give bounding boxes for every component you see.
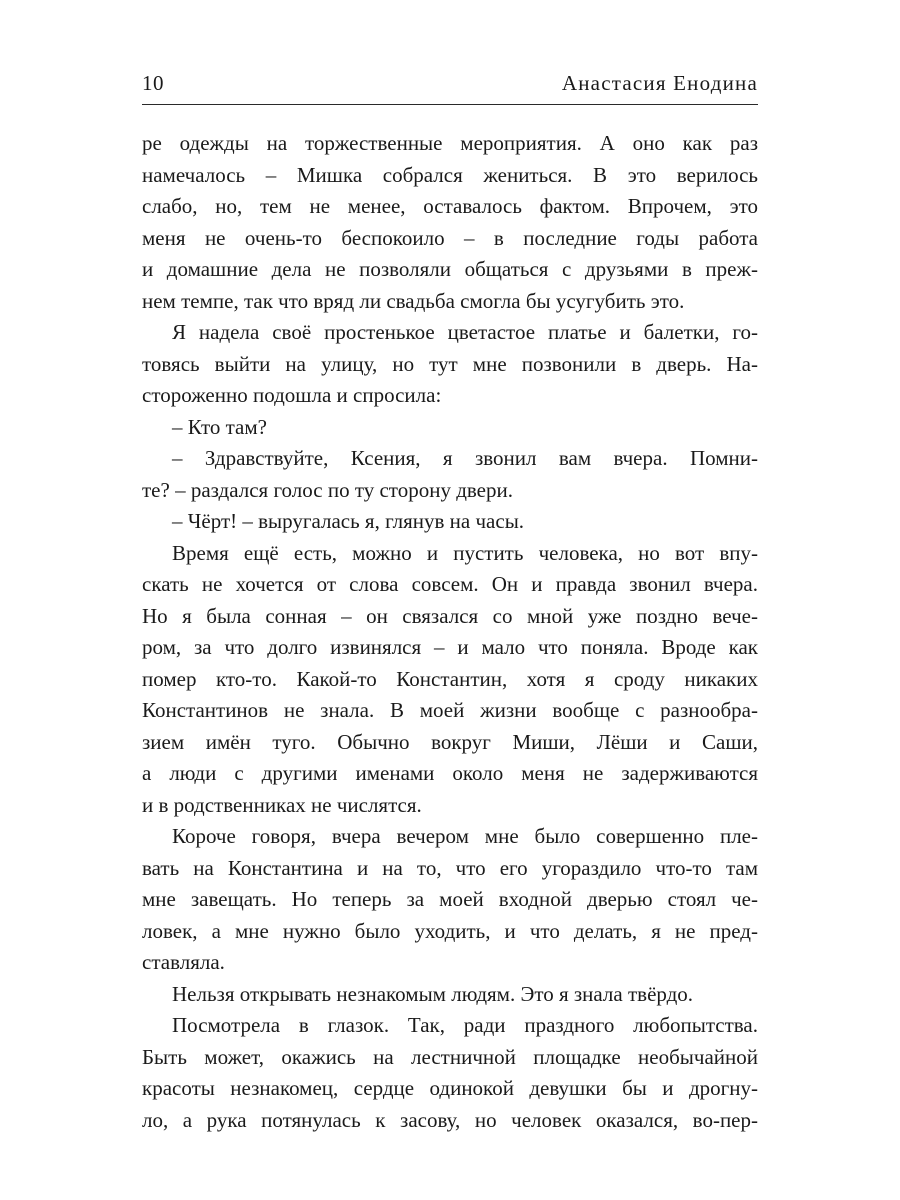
text-line: Быть может, окажись на лестничной площадке необычайной xyxy=(142,1044,758,1069)
page-number: 10 xyxy=(142,71,164,95)
text-line: вать на Константина и на то, что его угораздило что-то там xyxy=(142,855,758,880)
body-text xyxy=(142,128,758,1136)
text-line: ре одежды на торжественные мероприятия. А оно как раз xyxy=(142,131,758,155)
running-head xyxy=(142,68,758,98)
text-line: те? – раздался голос по ту сторону двери. xyxy=(142,477,513,502)
text-line: Короче говоря, вчера вечером мне было совершенно пле- xyxy=(172,824,758,848)
text-line: слабо, но, тем не менее, оставалось фактом. Впрочем, это xyxy=(142,194,758,218)
text-line: товясь выйти на улицу, но тут мне позвонили в дверь. На- xyxy=(142,351,758,376)
text-line: намечалось – Мишка собрался жениться. В это верилось xyxy=(142,162,758,187)
text-line: – Чёрт! – выругалась я, глянув на часы. xyxy=(172,509,525,533)
text-line: – Здравствуйте, Ксения, я звонил вам вчера. Помни- xyxy=(172,446,758,470)
text-line: нем темпе, так что вряд ли свадьба смогла бы усугубить это. xyxy=(142,288,685,313)
text-line: стороженно подошла и спросила: xyxy=(142,383,442,407)
running-title: Анастасия Енодина xyxy=(561,71,758,95)
text-line: меня не очень-то беспокоило – в последние годы работа xyxy=(142,225,758,250)
text-line: ставляла. xyxy=(142,950,225,974)
text-line: помер кто-то. Какой-то Константин, хотя я сроду никаких xyxy=(142,666,758,691)
text-line: Я надела своё простенькое цветастое платье и балетки, го- xyxy=(172,320,758,344)
text-line: зием имён туго. Обычно вокруг Миши, Лёши и Саши, xyxy=(142,729,758,754)
text-line: и домашние дела не позволяли общаться с друзьями в преж- xyxy=(142,257,758,281)
text-line: ло, а рука потянулась к засову, но человек оказался, во-пер- xyxy=(142,1107,758,1132)
text-line: мне завещать. Но теперь за моей входной дверью стоял че- xyxy=(142,887,758,911)
text-line: ловек, а мне нужно было уходить, и что делать, я не пред- xyxy=(142,918,758,943)
text-line: Но я была сонная – он связался со мной уже поздно вече- xyxy=(142,603,758,628)
text-line: Нельзя открывать незнакомым людям. Это я знала твёрдо. xyxy=(172,981,694,1006)
text-line: и в родственниках не числятся. xyxy=(142,792,422,817)
text-line: а люди с другими именами около меня не задерживаются xyxy=(142,761,758,785)
text-line: Константинов не знала. В моей жизни вообще с разнообра- xyxy=(142,698,758,722)
header-divider xyxy=(142,104,758,105)
text-line: скать не хочется от слова совсем. Он и правда звонил вчера. xyxy=(142,572,758,596)
text-line: Посмотрела в глазок. Так, ради праздного любопытства. xyxy=(172,1013,758,1037)
text-line: – Кто там? xyxy=(172,414,267,439)
text-line: ром, за что долго извинялся – и мало что поняла. Вроде как xyxy=(142,635,758,659)
text-line: Время ещё есть, можно и пустить человека, но вот впу- xyxy=(172,540,758,565)
text-line: красоты незнакомец, сердце одинокой девушки бы и дрогну- xyxy=(142,1076,758,1100)
